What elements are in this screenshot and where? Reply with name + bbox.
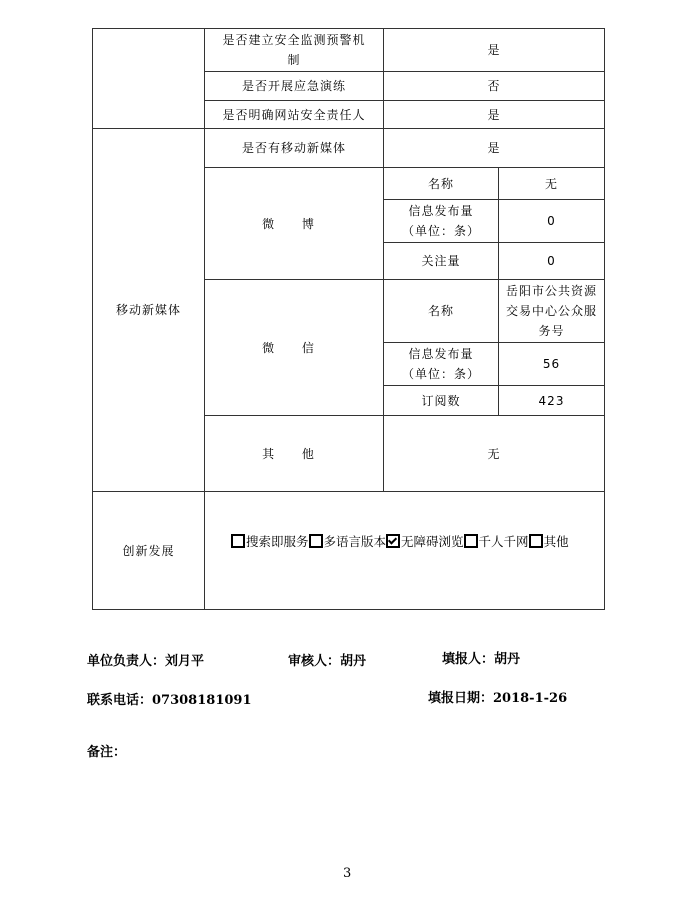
value-monitoring: 是 xyxy=(383,28,605,72)
weibo-name: 无 xyxy=(498,167,605,200)
option-accessibility[interactable]: 无障碍浏览 xyxy=(386,532,464,552)
weixin-name: 岳阳市公共资源交易中心公众服务号 xyxy=(498,279,605,343)
label-drill: 是否开展应急演练 xyxy=(204,71,384,101)
weibo-follow: 0 xyxy=(498,242,605,280)
label-has-mobile: 是否有移动新媒体 xyxy=(204,128,384,168)
weibo-posts-label: 信息发布量（单位：条） xyxy=(383,199,499,243)
label-weixin: 微 信 xyxy=(204,279,384,416)
reviewer: 审核人：胡丹 xyxy=(288,654,367,669)
option-other[interactable]: 其他 xyxy=(529,532,569,552)
option-search[interactable]: 搜索即服务 xyxy=(231,532,309,552)
label-responsible: 是否明确网站安全责任人 xyxy=(204,100,384,129)
label-weibo: 微 博 xyxy=(204,167,384,280)
contact-phone: 联系电话：07308181091 xyxy=(87,693,252,708)
weixin-subs-label: 订阅数 xyxy=(383,385,499,416)
weixin-posts: 56 xyxy=(498,342,605,386)
checkbox-icon[interactable] xyxy=(309,534,323,548)
checkbox-icon[interactable] xyxy=(464,534,478,548)
remark: 备注： xyxy=(87,745,127,760)
checkbox-checked-icon[interactable] xyxy=(386,534,400,548)
section-innovation: 创新发展 xyxy=(92,491,205,610)
weibo-posts: 0 xyxy=(498,199,605,243)
checkbox-icon[interactable] xyxy=(529,534,543,548)
value-other: 无 xyxy=(383,415,605,492)
weixin-name-label: 名称 xyxy=(383,279,499,343)
label-other: 其 他 xyxy=(204,415,384,492)
weixin-posts-label: 信息发布量（单位：条） xyxy=(383,342,499,386)
value-has-mobile: 是 xyxy=(383,128,605,168)
section-mobile: 移动新媒体 xyxy=(92,128,205,492)
page-number: 3 xyxy=(343,866,352,881)
option-multilingual[interactable]: 多语言版本 xyxy=(309,532,387,552)
innovation-options xyxy=(204,491,605,610)
label-monitoring: 是否建立安全监测预警机制 xyxy=(204,28,384,72)
weibo-follow-label: 关注量 xyxy=(383,242,499,280)
value-responsible: 是 xyxy=(383,100,605,129)
weibo-name-label: 名称 xyxy=(383,167,499,200)
option-personalized[interactable]: 千人千网 xyxy=(464,532,529,552)
table-cell-empty xyxy=(92,28,205,129)
unit-head: 单位负责人：刘月平 xyxy=(87,654,205,669)
weixin-subs: 423 xyxy=(498,385,605,416)
filler: 填报人：胡丹 xyxy=(442,652,521,667)
value-drill: 否 xyxy=(383,71,605,101)
checkbox-icon[interactable] xyxy=(231,534,245,548)
fill-date: 填报日期：2018-1-26 xyxy=(428,691,568,706)
